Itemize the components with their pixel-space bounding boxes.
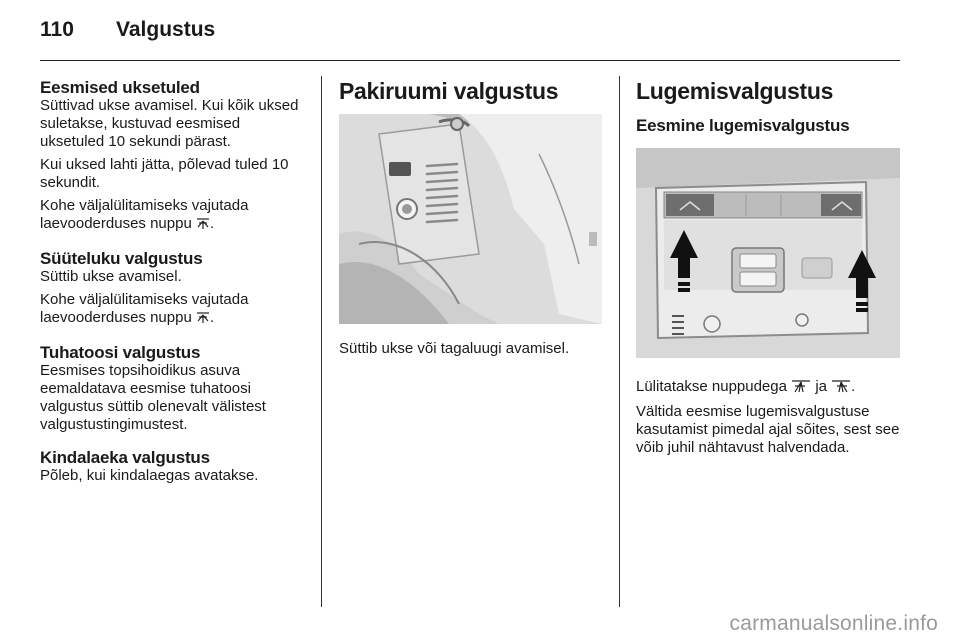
interior-light-icon [196, 217, 210, 235]
section-title: Tuhatoosi valgustus [40, 343, 201, 362]
section-subtitle: Eesmine lugemisvalgustus [636, 116, 850, 135]
paragraph-text: Lülitatakse nuppudega [636, 378, 787, 395]
switch-paragraph [636, 378, 906, 398]
section-ashtray-light [40, 343, 305, 434]
paragraph-text: Kohe väljalülitamiseks vajutada laevooderduses nuppu [40, 291, 249, 326]
section-ignition-light [40, 249, 305, 329]
section-title: Kindalaeka valgustus [40, 448, 210, 467]
interior-light-icon [196, 311, 210, 329]
section-title: Pakiruumi valgustus [339, 78, 559, 104]
page-header [40, 18, 900, 48]
section-title: Süüteluku valgustus [40, 249, 203, 268]
paragraph-suffix: . [209, 215, 215, 232]
paragraph: Eesmises topsihoidikus asuva eemaldatava eesmise tuhatoosi valgustus süttib olenevalt välistest valgustustingimustest. [40, 362, 266, 433]
left-reading-light-icon [791, 379, 811, 398]
paragraph: Süttivad ukse avamisel. Kui kõik uksed suletakse, kustuvad eesmised uksetuled 10 sekundi pärast. [40, 97, 299, 150]
paragraph-text: Kohe väljalülitamiseks vajutada laevooderduses nuppu [40, 197, 249, 232]
column-divider-right [619, 76, 620, 607]
right-reading-light-icon [831, 379, 851, 398]
middle-column [339, 78, 604, 358]
watermark: carmanualsonline.info [729, 612, 938, 635]
paragraph-with-icon [40, 291, 305, 329]
section-title: Eesmised uksetuled [40, 78, 200, 97]
paragraph: Põleb, kui kindalaegas avatakse. [40, 467, 259, 484]
section-title: Lugemisvalgustus [636, 78, 834, 104]
paragraph-suffix: . [851, 378, 856, 395]
column-divider-left [321, 76, 322, 607]
page-number: 110 [40, 18, 74, 41]
paragraph-suffix: . [209, 309, 215, 326]
paragraph: Vältida eesmise lugemisvalgustuse kasutamist pimedal ajal sõites, sest see võib juhil nähtavust halvendada. [636, 403, 900, 456]
right-column [636, 78, 906, 457]
paragraph: Süttib ukse avamisel. [40, 268, 182, 285]
header-rule [40, 60, 900, 61]
section-door-lights [40, 78, 305, 235]
trunk-light-photo [339, 114, 602, 324]
chapter-title: Valgustus [116, 18, 216, 41]
left-column [40, 78, 305, 485]
paragraph: Kui uksed lahti jätta, põlevad tuled 10 sekundit. [40, 156, 289, 191]
reading-light-console-photo [636, 148, 900, 358]
image-caption: Süttib ukse või tagaluugi avamisel. [339, 340, 570, 357]
paragraph-with-icon [40, 197, 305, 235]
section-glovebox-light [40, 448, 305, 485]
paragraph-text: ja [815, 378, 827, 395]
